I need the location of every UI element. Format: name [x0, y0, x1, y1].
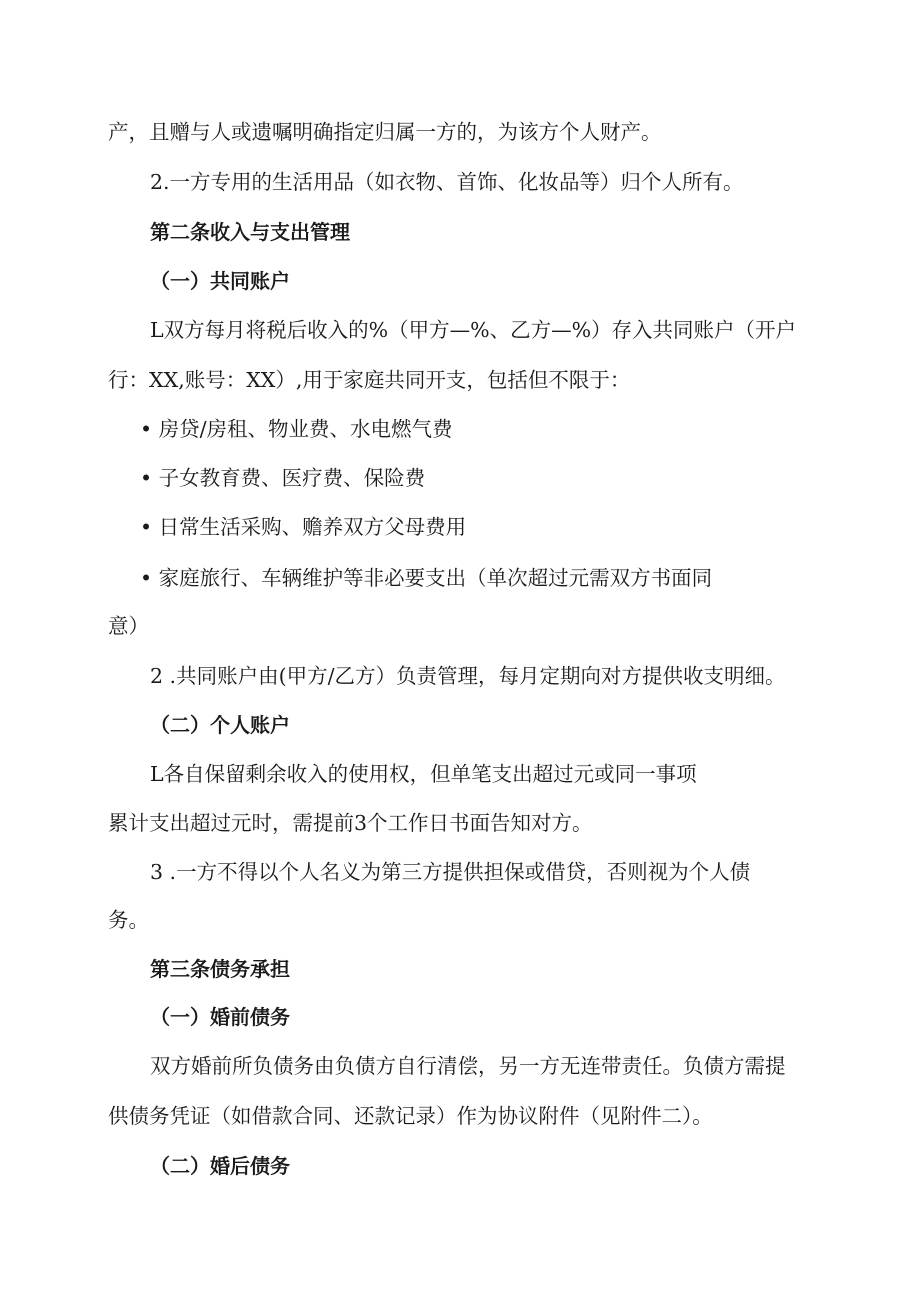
paragraph-line: 双方婚前所负债务由负债方自行清偿，另一方无连带责任。负债方需提	[150, 1054, 786, 1078]
subsection-heading: （一）婚前债务	[150, 1005, 290, 1029]
paragraph-line: L各自保留剩余收入的使用权，但单笔支出超过元或同一事项	[150, 762, 697, 786]
list-item: • 子女教育费、医疗费、保险费	[140, 466, 426, 490]
paragraph-line: L双方每月将税后收入的%（甲方—%、乙方—%）存入共同账户（开户	[150, 318, 797, 342]
paragraph-line: 累计支出超过元时，需提前3个工作日书面告知对方。	[108, 811, 593, 835]
paragraph-line: 产，且赠与人或遗嘱明确指定归属一方的，为该方个人财产。	[108, 120, 662, 144]
paragraph-line: 行：XX,账号：XX）,用于家庭共同开支，包括但不限于：	[108, 368, 631, 392]
paragraph-line: 意）	[108, 614, 149, 638]
paragraph-line: 2.一方专用的生活用品（如衣物、首饰、化妆品等）归个人所有。	[150, 170, 744, 194]
paragraph-line: 2 .共同账户由(甲方/乙方）负责管理，每月定期向对方提供收支明细。	[150, 664, 786, 688]
list-item: • 日常生活采购、赡养双方父母费用	[140, 515, 467, 539]
subsection-heading: （一）共同账户	[150, 269, 290, 293]
paragraph-line: 3 .一方不得以个人名义为第三方提供担保或借贷，否则视为个人债	[150, 860, 751, 884]
paragraph-line: 务。	[108, 908, 149, 932]
subsection-heading: （二）婚后债务	[150, 1154, 290, 1178]
subsection-heading: （二）个人账户	[150, 713, 290, 737]
paragraph-line: 供债务凭证（如借款合同、还款记录）作为协议附件（见附件二）。	[108, 1104, 713, 1128]
section-heading: 第二条收入与支出管理	[150, 220, 350, 244]
list-item: • 房贷/房租、物业费、水电燃气费	[140, 417, 453, 441]
list-item: • 家庭旅行、车辆维护等非必要支出（单次超过元需双方书面同	[140, 566, 713, 590]
section-heading: 第三条债务承担	[150, 957, 290, 981]
